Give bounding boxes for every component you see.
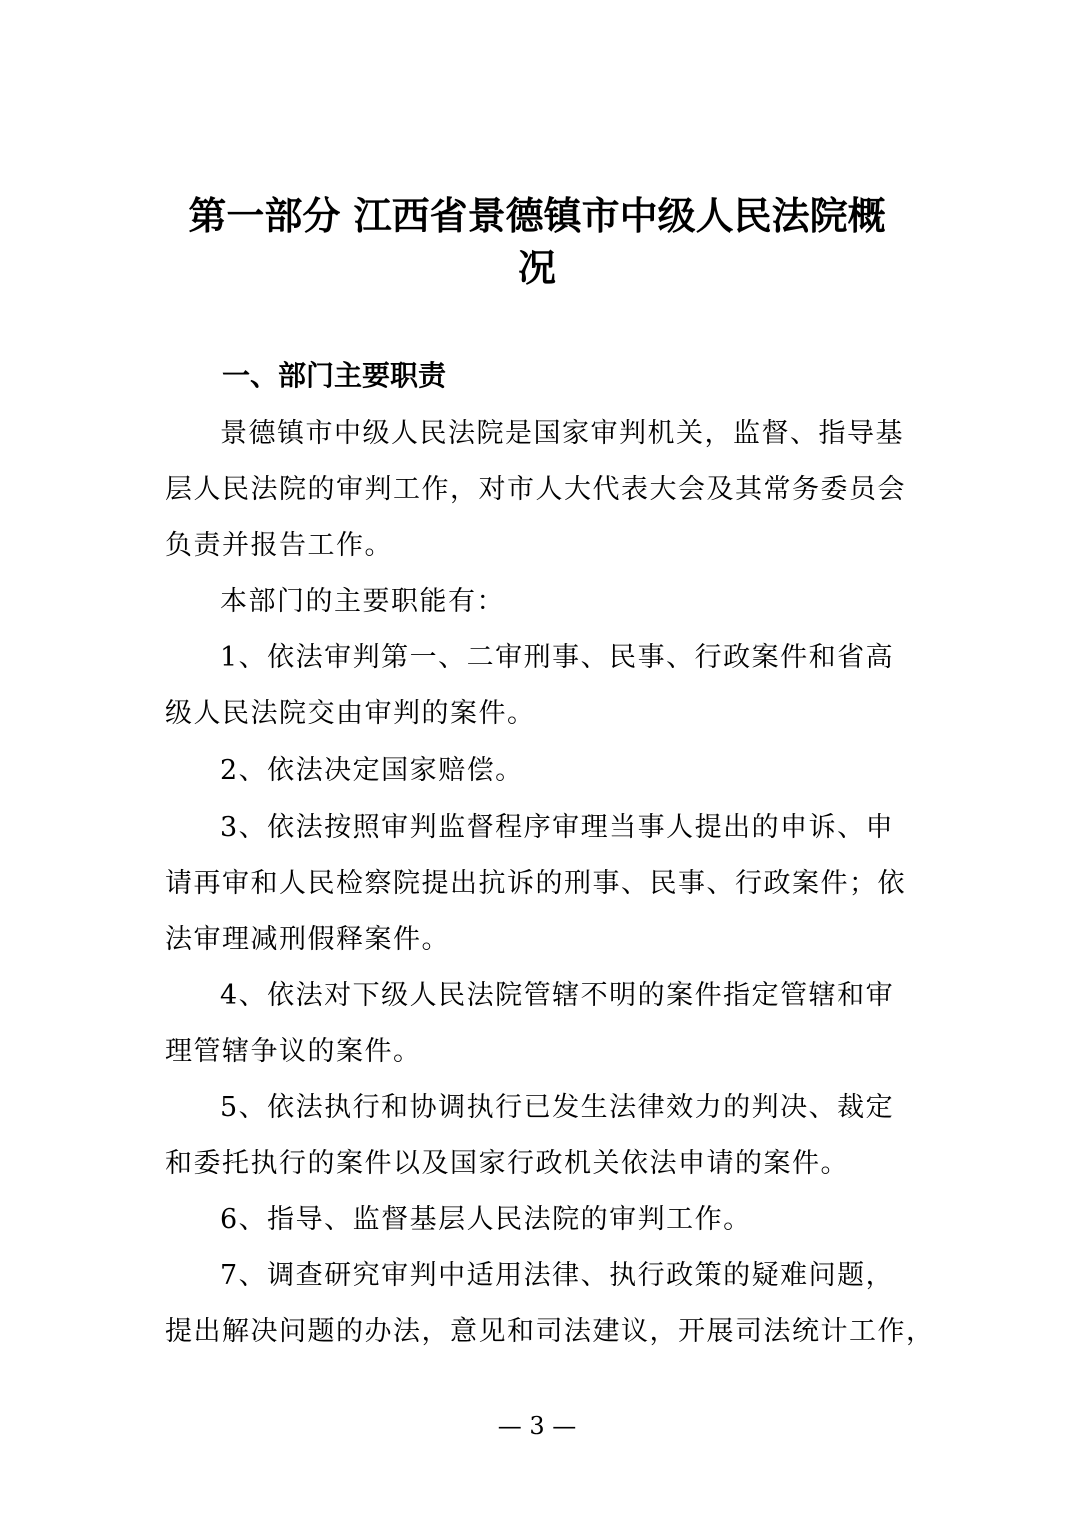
body-line: 4、依法对下级人民法院管辖不明的案件指定管辖和审 (220, 980, 895, 1011)
body-line: 2、依法决定国家赔偿。 (220, 755, 524, 786)
body-line: 本部门的主要职能有： (220, 586, 505, 617)
body-line: 级人民法院交由审判的案件。 (165, 698, 536, 729)
body-line: 6、指导、监督基层人民法院的审判工作。 (220, 1204, 752, 1235)
body-line: 7、调查研究审判中适用法律、执行政策的疑难问题， (220, 1260, 895, 1291)
page-number: — 3 — (497, 1412, 577, 1440)
section-heading: 一、部门主要职责 (222, 359, 447, 392)
page-title-line-2: 况 (517, 246, 556, 290)
body-line: 法审理减刑假释案件。 (165, 924, 450, 955)
body-line: 理管辖争议的案件。 (165, 1036, 422, 1067)
body-line: 景德镇市中级人民法院是国家审判机关，监督、指导基 (220, 418, 904, 449)
body-line: 请再审和人民检察院提出抗诉的刑事、民事、行政案件；依 (165, 868, 906, 899)
body-line: 5、依法执行和协调执行已发生法律效力的判决、裁定 (220, 1092, 895, 1123)
body-line: 1、依法审判第一、二审刑事、民事、行政案件和省高 (220, 642, 895, 673)
body-line: 3、依法按照审判监督程序审理当事人提出的申诉、申 (220, 812, 895, 843)
page-title-line-1: 第一部分 江西省景德镇市中级人民法院概 (188, 194, 886, 238)
body-line: 和委托执行的案件以及国家行政机关依法申请的案件。 (165, 1148, 849, 1179)
body-line: 负责并报告工作。 (165, 530, 393, 561)
body-line: 层人民法院的审判工作，对市人大代表大会及其常务委员会 (165, 474, 906, 505)
body-line: 提出解决问题的办法，意见和司法建议，开展司法统计工作， (165, 1316, 935, 1347)
